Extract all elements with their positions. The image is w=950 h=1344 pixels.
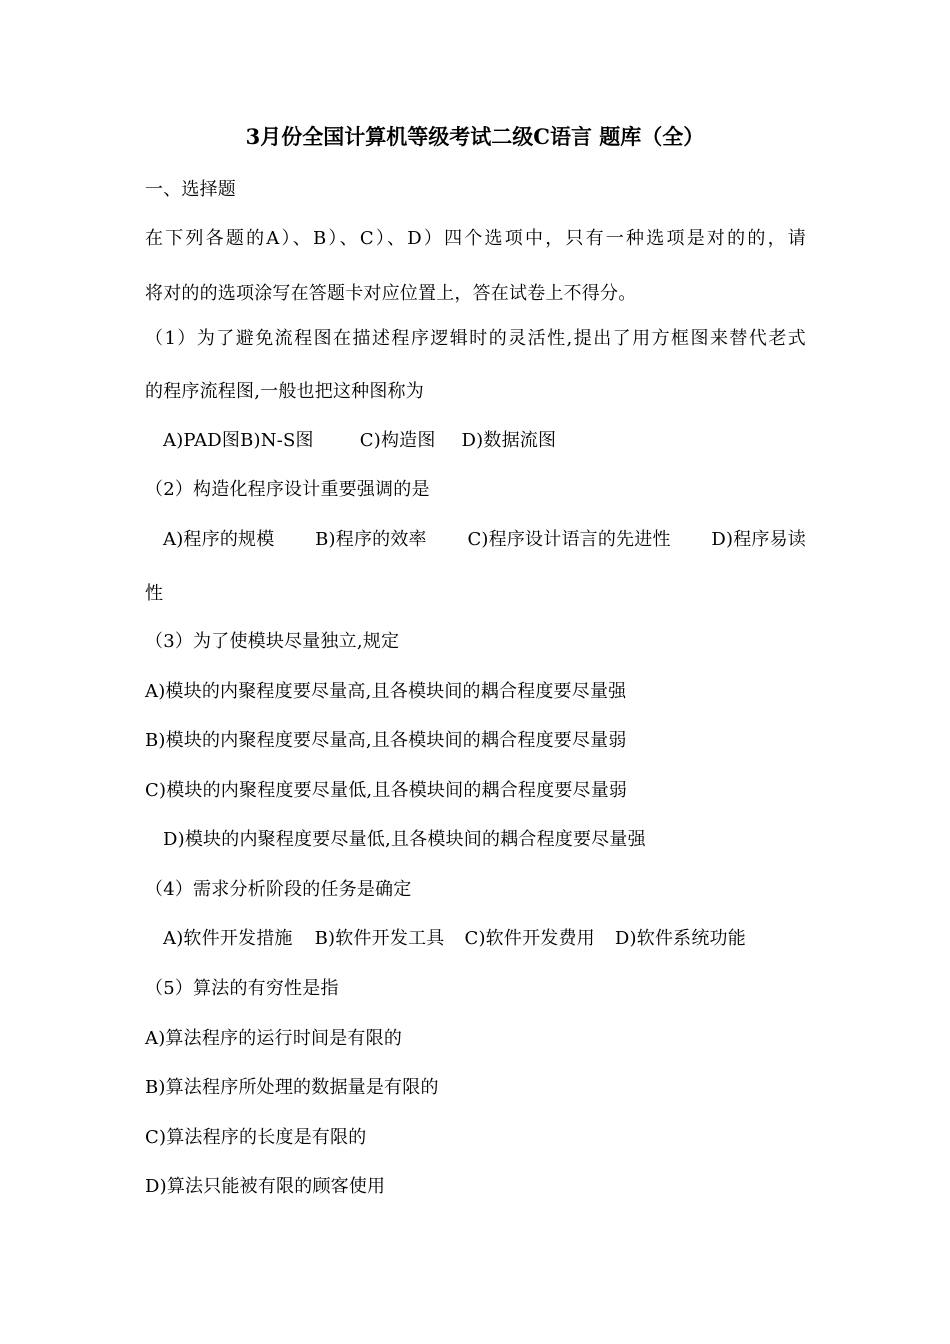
- question-3-option-a: A)模块的内聚程度要尽量高,且各模块间的耦合程度要尽量强: [145, 681, 627, 702]
- question-3-option-d: D)模块的内聚程度要尽量低,且各模块间的耦合程度要尽量强: [163, 829, 646, 850]
- question-1-option-c: C)构造图: [359, 430, 436, 451]
- question-1-option-a: A)PAD图: [163, 430, 241, 451]
- question-1-stem-line-1: （1）为了避免流程图在描述程序逻辑时的灵活性,提出了用方框图来替代老式: [145, 328, 806, 349]
- question-2-option-c: C)程序设计语言的先进性: [467, 529, 671, 550]
- question-5-option-d: D)算法只能被有限的顾客使用: [145, 1176, 386, 1197]
- question-2-option-d: D)程序易读: [711, 529, 806, 550]
- question-4-option-c: C)软件开发费用: [464, 928, 595, 949]
- page-title: 3月份全国计算机等级考试二级C语言 题库（全）: [245, 124, 705, 149]
- question-1-options: [163, 429, 556, 453]
- question-4-stem: （4）需求分析阶段的任务是确定: [145, 879, 412, 900]
- question-1-option-d: D)数据流图: [461, 430, 557, 451]
- question-1-stem-line-2: 的程序流程图,一般也把这种图称为: [145, 381, 424, 402]
- question-2-stem: （2）构造化程序设计重要强调的是: [145, 479, 430, 500]
- question-2-option-a: A)程序的规模: [163, 529, 275, 550]
- question-3-option-b: B)模块的内聚程度要尽量高,且各模块间的耦合程度要尽量弱: [145, 730, 627, 751]
- instructions-line-2: 将对的的选项涂写在答题卡对应位置上，答在试卷上不得分。: [145, 283, 637, 304]
- question-4-option-b: B)软件开发工具: [314, 928, 445, 949]
- question-2-options: [163, 528, 806, 552]
- question-4-option-d: D)软件系统功能: [614, 928, 746, 949]
- question-3-option-c: C)模块的内聚程度要尽量低,且各模块间的耦合程度要尽量弱: [145, 780, 628, 801]
- question-1-option-b: B)N-S图: [240, 430, 314, 451]
- question-5-option-a: A)算法程序的运行时间是有限的: [145, 1028, 403, 1049]
- question-4-option-a: A)软件开发措施: [163, 928, 293, 949]
- question-5-stem: （5）算法的有穷性是指: [145, 978, 339, 999]
- question-3-stem: （3）为了使模块尽量独立,规定: [145, 631, 400, 652]
- question-2-option-d-wrap: 性: [145, 583, 164, 604]
- question-5-option-c: C)算法程序的长度是有限的: [145, 1127, 367, 1148]
- question-5-option-b: B)算法程序所处理的数据量是有限的: [145, 1077, 439, 1098]
- question-2-option-b: B)程序的效率: [315, 529, 427, 550]
- instructions-line-1: 在下列各题的A）、B）、C）、D）四个选项中，只有一种选项是对的的，请: [145, 228, 806, 249]
- section-heading: 一、选择题: [145, 179, 236, 200]
- question-4-options: [163, 927, 746, 951]
